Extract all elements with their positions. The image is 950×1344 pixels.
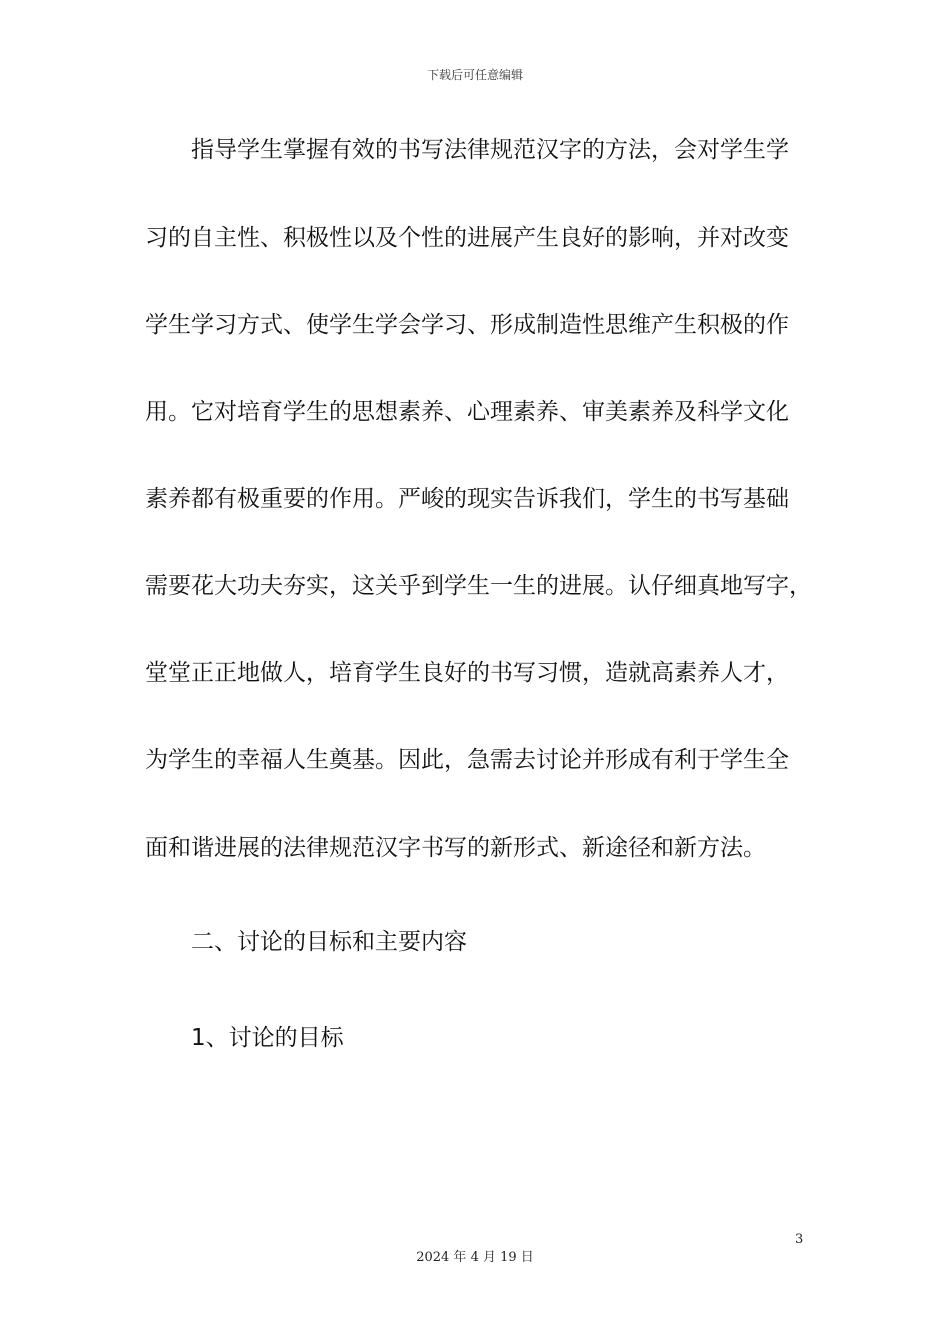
- footer-date: 2024 年 4 月 19 日: [416, 1250, 534, 1265]
- paragraph-line: 习的自主性、积极性以及个性的进展产生良好的影响，并对改变: [145, 225, 789, 251]
- paragraph-line: 学生学习方式、使学生学会学习、形成制造性思维产生积极的作: [145, 312, 789, 338]
- subsection-heading: 1、讨论的目标: [191, 1025, 344, 1051]
- section-heading: 二、讨论的目标和主要内容: [191, 929, 467, 955]
- paragraph-line: 为学生的幸福人生奠基。因此，急需去讨论并形成有利于学生全: [145, 747, 789, 773]
- page-number: 3: [795, 1232, 804, 1247]
- paragraph-line: 用。它对培育学生的思想素养、心理素养、审美素养及科学文化: [145, 399, 789, 425]
- paragraph-line: 素养都有极重要的作用。严峻的现实告诉我们，学生的书写基础: [145, 486, 789, 512]
- paragraph-line: 指导学生掌握有效的书写法律规范汉字的方法，会对学生学: [191, 137, 789, 163]
- paragraph-line: 堂堂正正地做人，培育学生良好的书写习惯，造就高素养人才，: [145, 660, 789, 686]
- paragraph-line: 面和谐进展的法律规范汉字书写的新形式、新途径和新方法。: [145, 835, 766, 861]
- paragraph-line: 需要花大功夫夯实，这关乎到学生一生的进展。认仔细真地写字，: [145, 573, 812, 599]
- page-header: 下载后可任意编辑: [426, 68, 523, 82]
